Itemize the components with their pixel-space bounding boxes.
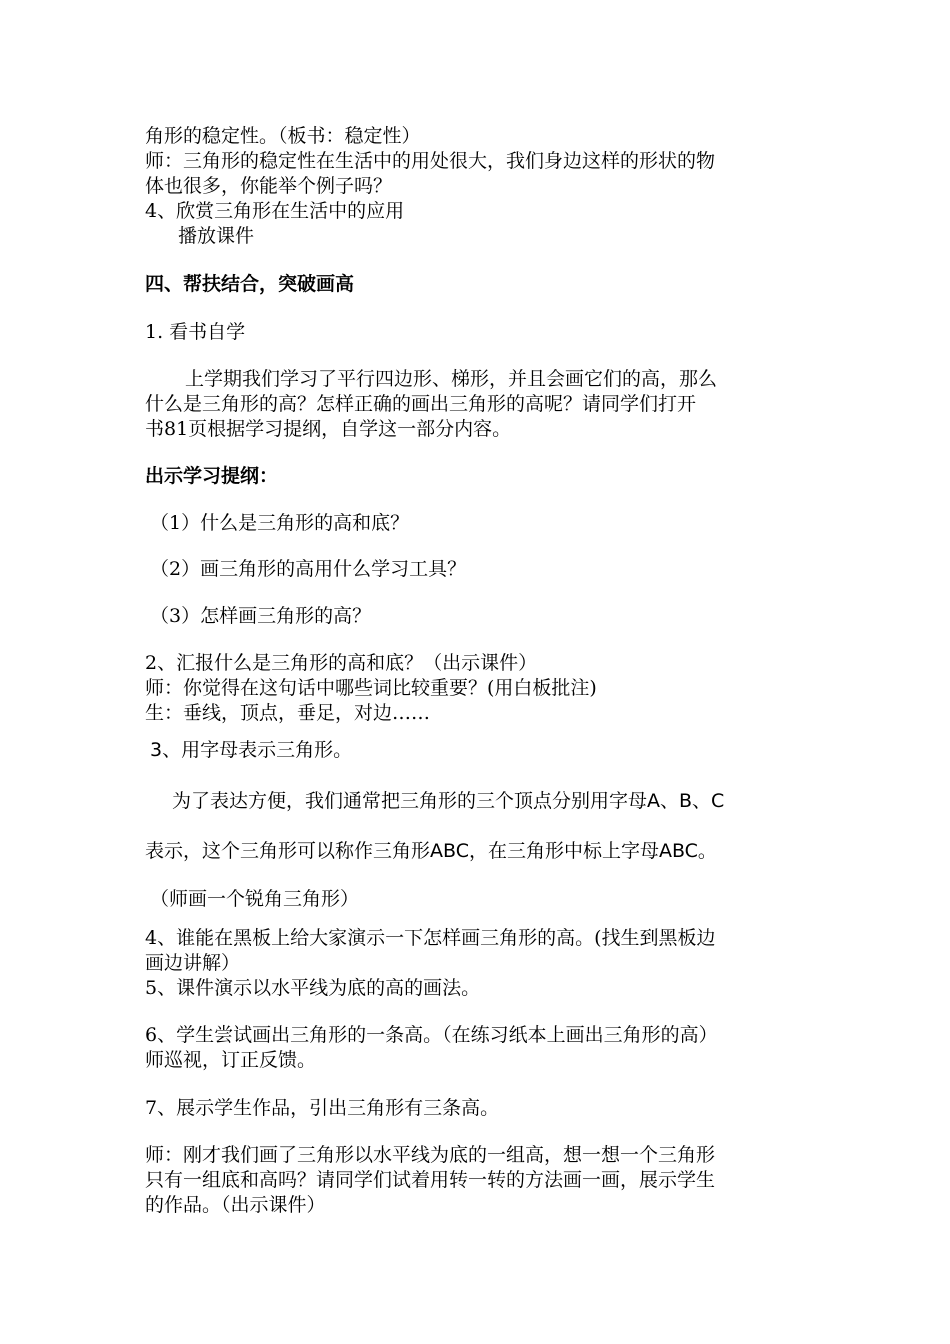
outline-heading: 出示学习提纲： (145, 465, 279, 487)
text-line: 3、用字母表示三角形。 (150, 739, 353, 761)
text-line: 画边讲解） (145, 952, 241, 974)
text-line: 师巡视，订正反馈。 (145, 1049, 317, 1071)
text-line: 生：垂线，顶点，垂足，对边…… (145, 702, 431, 724)
outline-item: （3）怎样画三角形的高？ (150, 605, 372, 627)
text-line: 7、展示学生作品，引出三角形有三条高。 (145, 1097, 500, 1119)
text-line: 播放课件 (178, 225, 255, 247)
text-line: 师：你觉得在这句话中哪些词比较重要？(用白板批注) (145, 677, 597, 699)
text-line: 什么是三角形的高？怎样正确的画出三角形的高呢？请同学们打开 (145, 393, 697, 415)
text-line: 4、欣赏三角形在生活中的应用 (145, 200, 405, 222)
text-line: 1. 看书自学 (145, 321, 246, 343)
text-line: 2、汇报什么是三角形的高和底？（出示课件） (145, 652, 538, 674)
outline-item: （1）什么是三角形的高和底？ (150, 512, 410, 534)
text-line: 角形的稳定性。（板书：稳定性） (145, 125, 421, 147)
text-line: 体也很多，你能举个例子吗？ (145, 175, 393, 197)
text-line: 5、课件演示以水平线为底的高的画法。 (145, 977, 481, 999)
text-line: 师：三角形的稳定性在生活中的用处很大，我们身边这样的形状的物 (145, 150, 716, 172)
text-line: （师画一个锐角三角形） (150, 888, 360, 910)
text-line: 师：刚才我们画了三角形以水平线为底的一组高，想一想一个三角形 (145, 1144, 716, 1166)
text-line: 只有一组底和高吗？请同学们试着用转一转的方法画一画，展示学生 (145, 1169, 716, 1191)
text-line: 的作品。（出示课件） (145, 1194, 326, 1216)
text-line: 书81页根据学习提纲，自学这一部分内容。 (145, 418, 512, 440)
text-line: 为了表达方便，我们通常把三角形的三个顶点分别用字母A、B、C (172, 790, 725, 812)
text-line: 上学期我们学习了平行四边形、梯形，并且会画它们的高，那么 (185, 368, 718, 390)
outline-item: （2）画三角形的高用什么学习工具？ (150, 558, 467, 580)
text-line: 4、谁能在黑板上给大家演示一下怎样画三角形的高。(找生到黑板边 (145, 927, 716, 949)
section-heading: 四、帮扶结合，突破画高 (145, 273, 355, 295)
text-line: 表示，这个三角形可以称作三角形ABC，在三角形中标上字母ABC。 (145, 840, 717, 862)
text-line: 6、学生尝试画出三角形的一条高。（在练习纸本上画出三角形的高） (145, 1024, 718, 1046)
